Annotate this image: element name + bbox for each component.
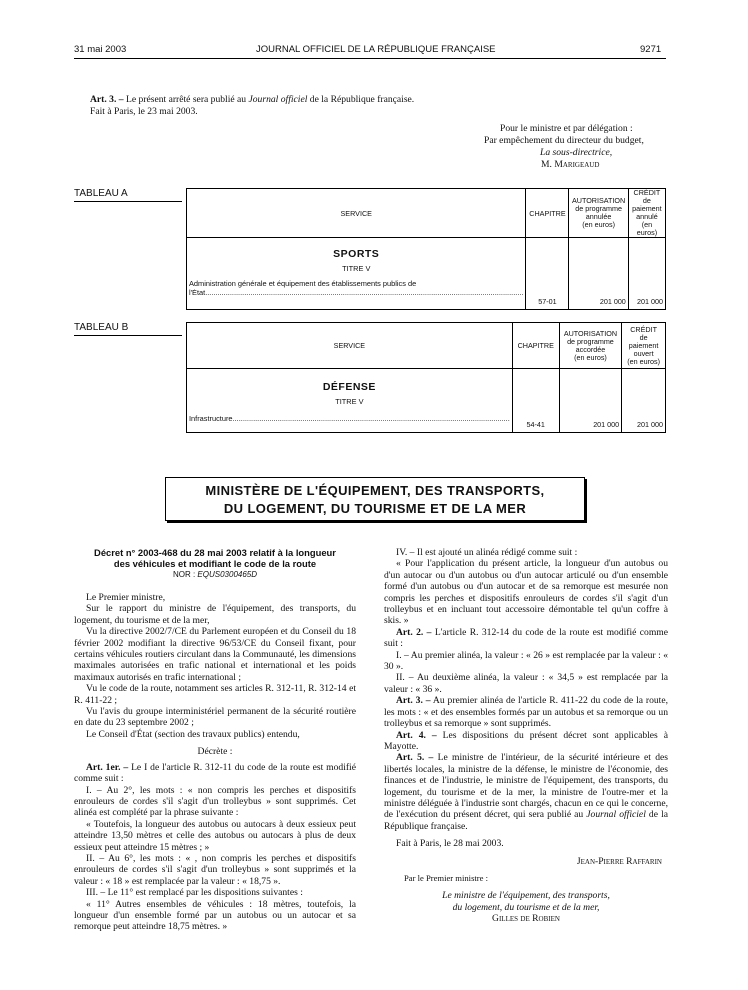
header-rule <box>74 58 666 59</box>
tableau-b-service-cell <box>187 369 513 433</box>
right-minister-name: Gilles de Robien <box>492 913 560 925</box>
tableau-a-rule <box>74 201 182 202</box>
tableau-a-titre: TITRE V <box>342 264 371 273</box>
tableau-a-service-text: Administration générale et équipement des établissements publics de l'État........................................................................................................................................................... <box>189 279 524 297</box>
header-date: 31 mai 2003 <box>74 44 127 55</box>
prev-article-fait: Fait à Paris, le 23 mai 2003. <box>90 106 198 117</box>
tableau-b-header-chapitre: CHAPITRE <box>512 323 559 369</box>
left-p3: Vu la directive 2002/7/CE du Parlement européen et du Conseil du 18 février 2002 modifiant la directive 96/53/CE du Conseil fixant, pour certains véhicules routiers circulant dans la Communauté, les dimensions maximales autorisées en trafic national et international et les poids maximaux autorisés en trafic international ; <box>74 626 356 683</box>
tableau-b-service-text: Infrastructure....................................................................................................................................... <box>189 414 510 423</box>
prev-article: Art. 3. – Le présent arrêté sera publié au Journal officiel de la République française. <box>90 94 415 105</box>
ministry-line2: DU LOGEMENT, DU TOURISME ET DE LA MER <box>223 501 527 516</box>
signature-line1: Pour le ministre et par délégation : <box>500 123 633 134</box>
signature-line3: La sous-directrice, <box>540 147 613 158</box>
tableau-b-table <box>186 322 666 433</box>
right-art3: Art. 3. – Au premier alinéa de l'article R. 411-22 du code de la route, les mots : « et des ensembles formés par un autobus et sa remorque ou un trolleybus et sa remorque » sont supprimés. <box>384 695 668 730</box>
decree-right-column <box>384 547 668 925</box>
tableau-b-header-row <box>187 323 666 369</box>
tableau-b-data-row <box>187 369 666 433</box>
tableau-b-header-service: SERVICE <box>187 323 513 369</box>
right-p3: I. – Au premier alinéa, la valeur : « 26 » est remplacée par la valeur : « 30 ». <box>384 649 668 673</box>
header-journal-title: JOURNAL OFFICIEL DE LA RÉPUBLIQUE FRANÇAISE <box>256 44 496 55</box>
right-signer: Jean-Pierre Raffarin <box>576 855 662 867</box>
decree-nor: NOR : EQUS0300465D <box>172 570 258 579</box>
left-p11: « 11° Autres ensembles de véhicules : 18 mètres, toutefois, la longueur d'un ensemble formé par un autobus ou un autocar et sa remorque peut atteindre 18,75 mètres. » <box>74 898 356 933</box>
tableau-a-header-row <box>187 189 666 238</box>
right-p1: IV. – Il est ajouté un alinéa rédigé comme suit : <box>396 547 578 558</box>
tableau-b-header-credit: CRÉDIT de paiement ouvert (en euros) <box>622 323 666 369</box>
prev-article-label: Art. 3. – <box>90 94 124 105</box>
right-art5: Art. 5. – Le ministre de l'intérieur, de la sécurité intérieure et des libertés locales, la ministre de la défense, le ministre de l'économie, des finances et de l'industrie, le ministre de l'équipement, des transports, du logement, du tourisme et de la mer, la ministre de l'outre-mer et la ministre déléguée à l'industrie sont chargés, chacun en ce qui le concerne, de l'exécution du présent décret, qui sera publié au Journal officiel de la République française. <box>384 752 668 832</box>
right-par: Par le Premier ministre : <box>404 872 489 883</box>
left-p6: Le Conseil d'État (section des travaux publics) entendu, <box>86 728 300 740</box>
left-p2: Sur le rapport du ministre de l'équipement, des transports, du logement, du tourisme et de la mer, <box>74 603 356 626</box>
decree-left-column <box>74 592 356 933</box>
right-art4: Art. 4. – Les dispositions du présent décret sont applicables à Mayotte. <box>384 729 668 752</box>
left-art1: Art. 1er. – Le I de l'article R. 312-11 du code de la route est modifié comme suit : <box>74 761 356 785</box>
signature-line2: Par empêchement du directeur du budget, <box>484 135 644 146</box>
left-p10: III. – Le 11° est remplacé par les dispositions suivantes : <box>86 887 303 899</box>
tableau-a-header-credit: CRÉDIT de paiement annulé (en euros) <box>628 189 665 238</box>
ministry-line1: MINISTÈRE DE L'ÉQUIPEMENT, DES TRANSPORTS, <box>205 483 545 498</box>
right-p4: II. – Au deuxième alinéa, la valeur : « 34,5 » est remplacée par la valeur : « 36 ». <box>384 672 668 695</box>
tableau-a-autorisation-value: 201 000 <box>569 238 628 310</box>
decree-title-line2: des véhicules et modifiant le code de la route <box>113 558 317 569</box>
left-p4: Vu le code de la route, notamment ses articles R. 312-11, R. 312-14 et R. 411-22 ; <box>74 683 356 706</box>
decree-title-line1: Décret n° 2003-468 du 28 mai 2003 relatif à la longueur <box>94 547 336 558</box>
signature-name: M. Marigeaud <box>541 159 600 170</box>
tableau-a-credit-value: 201 000 <box>628 238 665 310</box>
tableau-a-header-chapitre: CHAPITRE <box>526 189 569 238</box>
left-decrete: Décrète : <box>197 746 233 758</box>
tableau-b-rule <box>74 335 182 336</box>
tableau-b-section: DÉFENSE <box>322 381 376 393</box>
tableau-b-label: TABLEAU B <box>74 322 129 333</box>
right-art2: Art. 2. – L'article R. 312-14 du code de la route est modifié comme suit : <box>384 626 668 650</box>
tableau-a-data-row <box>187 238 666 310</box>
tableau-a-header-autorisation: AUTORISATION de programme annulée (en euros) <box>569 189 628 238</box>
right-p2: « Pour l'application du présent article, la longueur d'un autobus ou d'un autocar ou d'un autobus ou d'un autocar articulé ou d'un ensemble formé d'un autobus ou d'un autocar et de sa remorque est mesurée non compris les perches et dispositifs enrouleurs de cordes s'il s'agit d'un trolleybus et en incluant tout accessoire démontable tel qu'un coffre à skis. » <box>384 558 668 627</box>
tableau-a-header-service: SERVICE <box>187 189 526 238</box>
header-page-number: 9271 <box>640 44 662 55</box>
tableau-b-chapitre-value: 54-41 <box>512 369 559 433</box>
tableau-a-service-cell <box>187 238 526 310</box>
tableau-b-titre: TITRE V <box>335 397 364 406</box>
left-p7: I. – Au 2°, les mots : « non compris les perches et dispositifs enrouleurs de cordes s'il s'agit d'un trolleybus » sont supprimés. Cet alinéa est complété par la phrase suivante : <box>74 784 356 819</box>
left-p9: II. – Au 6°, les mots : « , non compris les perches et dispositifs enrouleurs de cordes s'il s'agit d'un trolleybus » sont supprimés et la valeur : « 18 » est remplacée par la valeur : « 18,75 ». <box>74 852 356 887</box>
tableau-a-chapitre-value: 57-01 <box>526 238 569 310</box>
decree-title-block <box>74 547 356 579</box>
right-minister-title1: Le ministre de l'équipement, des transports, <box>442 890 610 902</box>
tableau-a-label: TABLEAU A <box>74 188 128 199</box>
tableau-a-section: SPORTS <box>333 248 380 260</box>
tableau-b-autorisation-value: 201 000 <box>559 369 621 433</box>
right-fait: Fait à Paris, le 28 mai 2003. <box>396 838 504 850</box>
left-p1: Le Premier ministre, <box>86 592 166 603</box>
tableau-b-credit-value: 201 000 <box>622 369 666 433</box>
ministry-heading-box <box>165 477 585 521</box>
right-minister-title2: du logement, du tourisme et de la mer, <box>452 901 600 913</box>
left-p8: « Toutefois, la longueur des autobus ou autocars à deux essieux peut atteindre 13,50 mètres et celle des autobus ou autocars à plus de deux essieux peut atteindre 15 mètres ; » <box>74 818 356 853</box>
left-p5: Vu l'avis du groupe interministériel permanent de la sécurité routière en date du 23 septembre 2002 ; <box>74 706 356 729</box>
tableau-b-header-autorisation: AUTORISATION de programme accordée (en euros) <box>559 323 621 369</box>
tableau-a-table <box>186 188 666 310</box>
